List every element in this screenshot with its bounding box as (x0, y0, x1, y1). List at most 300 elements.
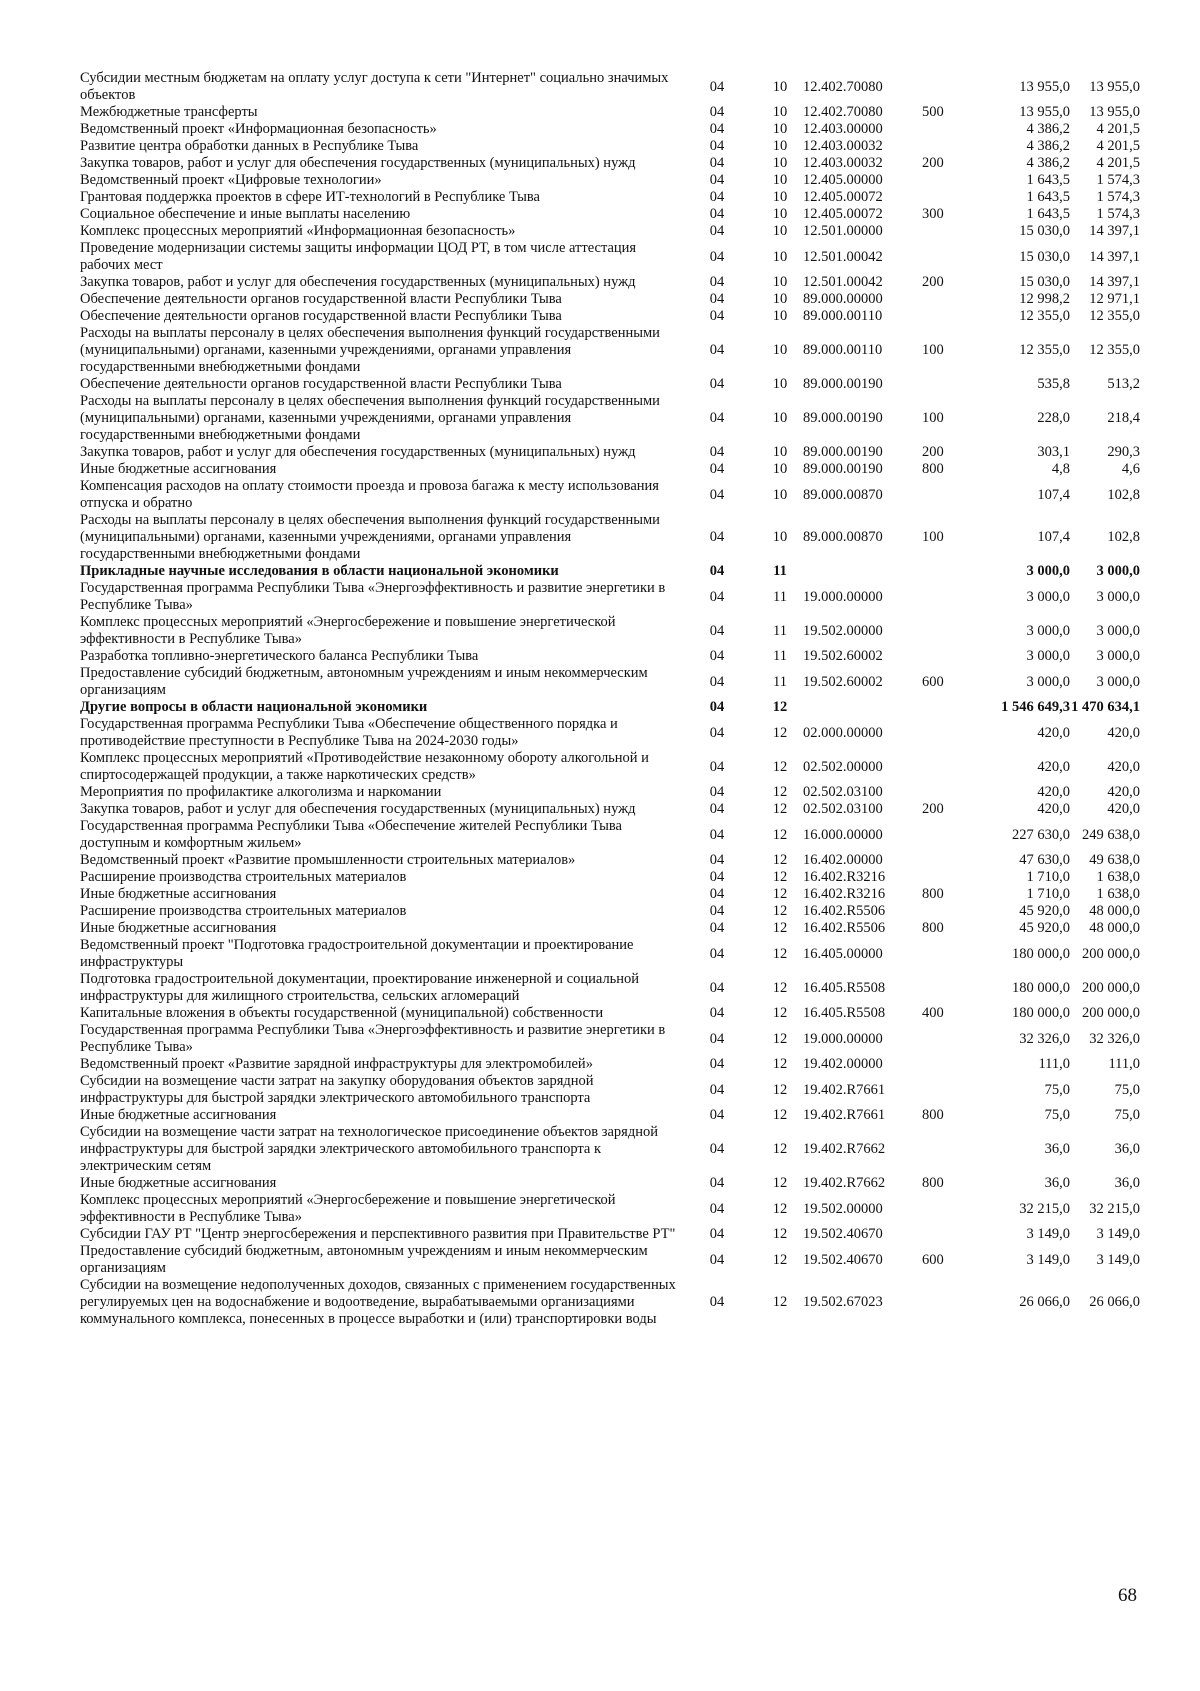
row-target-article-code: 89.000.00000 (803, 291, 883, 307)
row-section-code: 04 (709, 724, 725, 741)
row-expense-type-code (922, 172, 966, 189)
row-expense-type-code (922, 1226, 966, 1243)
row-subsection-code: 10 (772, 461, 788, 477)
row-subsection-code: 10 (772, 223, 788, 239)
row-subsection-code: 10 (772, 121, 788, 137)
row-expense-type-code (922, 937, 966, 971)
row-subsection-code: 10 (772, 189, 788, 205)
row-expense-type-code (922, 699, 966, 716)
row-section-code: 04 (709, 461, 725, 477)
row-name: Компенсация расходов на оплату стоимости проезда и провоза багажа к месту использования отпуска и обратно (80, 478, 659, 511)
row-target-article-code: 16.000.00000 (803, 826, 883, 843)
table-row (80, 1124, 1140, 1175)
row-name: Субсидии местным бюджетам на оплату услуг доступа к сети "Интернет" социально значимых объектов (80, 70, 669, 103)
table-row (80, 393, 1140, 444)
table-row (80, 614, 1140, 648)
row-subsection-code: 12 (772, 758, 788, 775)
row-expense-type-code (922, 189, 966, 206)
row-expense-type-code: 200 (922, 274, 944, 290)
row-amount-year-1: 13 955,0 (1019, 104, 1070, 120)
row-expense-type-code (922, 478, 966, 512)
row-amount-year-2: 420,0 (1107, 784, 1140, 800)
row-expense-type-code: 100 (922, 410, 944, 426)
table-row (80, 869, 1140, 886)
row-amount-year-1: 1 643,5 (1026, 189, 1070, 205)
row-subsection-code: 12 (772, 852, 788, 868)
table-row (80, 325, 1140, 376)
row-expense-type-code (922, 971, 966, 1005)
table-row (80, 580, 1140, 614)
row-target-article-code: 16.402.00000 (803, 852, 883, 868)
row-target-article-code: 89.000.00190 (803, 376, 883, 392)
row-subsection-code: 10 (772, 104, 788, 120)
row-subsection-code: 10 (772, 274, 788, 290)
row-amount-year-1: 3 000,0 (1026, 648, 1070, 664)
row-subsection-code: 12 (772, 1141, 788, 1157)
row-section-code: 04 (709, 1056, 725, 1072)
row-name: Прикладные научные исследования в области национальной экономики (80, 563, 559, 579)
row-subsection-code: 12 (772, 826, 788, 843)
table-row (80, 852, 1140, 869)
row-target-article-code: 12.405.00000 (803, 172, 883, 188)
row-name: Иные бюджетные ассигнования (80, 886, 277, 902)
row-section-code: 04 (709, 376, 725, 392)
row-section-code: 04 (709, 486, 725, 503)
row-amount-year-2: 4 201,5 (1096, 138, 1140, 154)
row-target-article-code: 12.403.00032 (803, 155, 883, 171)
row-expense-type-code (922, 750, 966, 784)
row-subsection-code: 12 (772, 1294, 788, 1310)
row-section-code: 04 (709, 699, 725, 715)
row-section-code: 04 (709, 155, 725, 171)
row-amount-year-2: 3 149,0 (1096, 1226, 1140, 1242)
row-section-code: 04 (709, 886, 725, 902)
row-expense-type-code (922, 1056, 966, 1073)
row-section-code: 04 (709, 529, 725, 545)
row-expense-type-code: 200 (922, 801, 944, 817)
row-target-article-code (803, 563, 922, 580)
table-row (80, 376, 1140, 393)
row-amount-year-2: 290,3 (1107, 444, 1140, 460)
row-amount-year-1: 227 630,0 (1012, 826, 1070, 843)
row-expense-type-code (922, 138, 966, 155)
row-name: Закупка товаров, работ и услуг для обеспечения государственных (муниципальных) нужд (80, 155, 636, 171)
row-expense-type-code: 400 (922, 1005, 944, 1021)
row-amount-year-2: 102,8 (1107, 529, 1140, 545)
row-name: Субсидии на возмещение недополученных доходов, связанных с применением государственных регулируемых цен на водоснабжение и водоотведение, вырабатываемыми организациями коммунального комплекса, понесенных в процессе выработки и (или) транспортировки воды (80, 1277, 676, 1327)
row-target-article-code: 12.405.00072 (803, 189, 883, 205)
table-row (80, 716, 1140, 750)
row-amount-year-1: 13 955,0 (1019, 78, 1070, 95)
row-expense-type-code (922, 376, 966, 393)
row-subsection-code: 12 (772, 1200, 788, 1217)
row-section-code: 04 (709, 852, 725, 868)
row-name: Субсидии ГАУ РТ "Центр энергосбережения и перспективного развития при Правительстве РТ" (80, 1226, 676, 1242)
row-target-article-code: 16.402.R3216 (803, 886, 886, 902)
row-name: Обеспечение деятельности органов государственной власти Республики Тыва (80, 376, 562, 392)
row-target-article-code: 12.501.00042 (803, 274, 883, 290)
row-section-code: 04 (709, 1005, 725, 1021)
row-amount-year-2: 1 638,0 (1096, 869, 1140, 885)
row-amount-year-1: 3 000,0 (1026, 673, 1070, 690)
row-section-code: 04 (709, 1107, 725, 1123)
table-row (80, 750, 1140, 784)
row-name: Обеспечение деятельности органов государственной власти Республики Тыва (80, 308, 562, 324)
row-amount-year-2: 12 355,0 (1089, 342, 1140, 358)
row-subsection-code: 12 (772, 1226, 788, 1242)
table-row (80, 801, 1140, 818)
table-row (80, 70, 1140, 104)
row-name: Разработка топливно-энергетического баланса Республики Тыва (80, 648, 479, 664)
row-expense-type-code (922, 1022, 966, 1056)
row-amount-year-2: 420,0 (1107, 758, 1140, 775)
row-amount-year-1: 12 355,0 (1019, 342, 1070, 358)
row-name: Иные бюджетные ассигнования (80, 1107, 277, 1123)
row-section-code: 04 (709, 979, 725, 996)
row-name: Иные бюджетные ассигнования (80, 920, 277, 936)
row-target-article-code: 16.402.R5506 (803, 903, 886, 919)
row-expense-type-code (922, 784, 966, 801)
row-expense-type-code: 800 (922, 1175, 944, 1191)
row-target-article-code: 12.403.00032 (803, 138, 883, 154)
row-amount-year-2: 4 201,5 (1096, 155, 1140, 171)
row-name: Предоставление субсидий бюджетным, автономным учреждениям и иным некоммерческим организациям (80, 1243, 648, 1276)
row-target-article-code: 19.000.00000 (803, 1030, 883, 1047)
row-expense-type-code (922, 852, 966, 869)
row-subsection-code: 10 (772, 78, 788, 95)
table-row (80, 189, 1140, 206)
row-target-article-code: 19.402.00000 (803, 1056, 883, 1072)
row-expense-type-code: 800 (922, 920, 944, 936)
row-target-article-code: 89.000.00110 (803, 308, 883, 324)
table-row (80, 1056, 1140, 1073)
row-section-code: 04 (709, 673, 725, 690)
row-amount-year-2: 218,4 (1107, 410, 1140, 426)
row-subsection-code: 12 (772, 1030, 788, 1047)
row-name: Расширение производства строительных материалов (80, 903, 407, 919)
table-row (80, 240, 1140, 274)
table-row (80, 665, 1140, 699)
table-row (80, 937, 1140, 971)
row-subsection-code: 10 (772, 308, 788, 324)
row-subsection-code: 10 (772, 172, 788, 188)
row-section-code: 04 (709, 189, 725, 205)
row-name: Комплекс процессных мероприятий «Энергосбережение и повышение энергетической эффективности в Республике Тыва» (80, 614, 616, 647)
row-amount-year-1: 303,1 (1037, 444, 1070, 460)
row-amount-year-2: 3 000,0 (1096, 563, 1140, 579)
row-name: Капитальные вложения в объекты государственной (муниципальной) собственности (80, 1005, 604, 1021)
row-amount-year-1: 32 326,0 (1019, 1030, 1070, 1047)
row-subsection-code: 11 (773, 588, 787, 605)
row-subsection-code: 12 (772, 920, 788, 936)
row-amount-year-1: 36,0 (1044, 1141, 1070, 1157)
table-row (80, 104, 1140, 121)
row-section-code: 04 (709, 920, 725, 936)
row-amount-year-1: 45 920,0 (1019, 903, 1070, 919)
row-name: Закупка товаров, работ и услуг для обеспечения государственных (муниципальных) нужд (80, 801, 636, 817)
row-target-article-code: 12.405.00072 (803, 206, 883, 222)
row-name: Закупка товаров, работ и услуг для обеспечения государственных (муниципальных) нужд (80, 444, 636, 460)
row-target-article-code: 19.502.40670 (803, 1251, 883, 1268)
row-amount-year-2: 111,0 (1108, 1056, 1140, 1072)
row-amount-year-2: 13 955,0 (1089, 104, 1140, 120)
row-target-article-code: 89.000.00190 (803, 444, 883, 460)
row-subsection-code: 10 (772, 206, 788, 222)
row-amount-year-1: 420,0 (1037, 801, 1070, 817)
row-target-article-code: 19.402.R7661 (803, 1107, 886, 1123)
row-section-code: 04 (709, 758, 725, 775)
row-subsection-code: 11 (773, 648, 787, 664)
row-amount-year-1: 180 000,0 (1012, 1005, 1070, 1021)
row-amount-year-2: 3 000,0 (1096, 648, 1140, 664)
budget-table (80, 70, 1140, 1328)
row-subsection-code: 10 (772, 342, 788, 358)
row-amount-year-2: 200 000,0 (1082, 1005, 1140, 1021)
table-row (80, 1226, 1140, 1243)
row-amount-year-2: 513,2 (1107, 376, 1140, 392)
row-amount-year-1: 36,0 (1044, 1175, 1070, 1191)
row-section-code: 04 (709, 308, 725, 324)
row-amount-year-1: 107,4 (1037, 486, 1070, 503)
row-section-code: 04 (709, 444, 725, 460)
row-target-article-code: 12.501.00000 (803, 223, 883, 239)
row-amount-year-2: 26 066,0 (1089, 1294, 1140, 1310)
row-target-article-code: 19.502.00000 (803, 1200, 883, 1217)
row-amount-year-1: 3 000,0 (1026, 588, 1070, 605)
row-name: Развитие центра обработки данных в Республике Тыва (80, 138, 419, 154)
row-subsection-code: 10 (772, 529, 788, 545)
row-expense-type-code: 200 (922, 444, 944, 460)
row-target-article-code: 19.402.R7661 (803, 1081, 886, 1098)
row-expense-type-code: 200 (922, 155, 944, 171)
table-row (80, 155, 1140, 172)
row-section-code: 04 (709, 903, 725, 919)
row-amount-year-1: 4 386,2 (1026, 121, 1070, 137)
row-subsection-code: 10 (772, 376, 788, 392)
table-row (80, 121, 1140, 138)
row-section-code: 04 (709, 248, 725, 265)
table-row (80, 1243, 1140, 1277)
row-subsection-code: 12 (772, 1107, 788, 1123)
row-amount-year-1: 45 920,0 (1019, 920, 1070, 936)
row-target-article-code: 16.405.00000 (803, 945, 883, 962)
row-section-code: 04 (709, 1030, 725, 1047)
row-expense-type-code (922, 563, 966, 580)
row-subsection-code: 12 (772, 724, 788, 741)
row-section-code: 04 (709, 121, 725, 137)
row-name: Проведение модернизации системы защиты информации ЦОД РТ, в том числе аттестация рабочих мест (80, 240, 637, 273)
row-expense-type-code (922, 580, 966, 614)
row-name: Подготовка градостроительной документации, проектирование инженерной и социальной инфраструктуры для жилищного строительства, сельских агломераций (80, 971, 640, 1004)
row-amount-year-1: 420,0 (1037, 784, 1070, 800)
row-expense-type-code (922, 903, 966, 920)
row-subsection-code: 12 (772, 699, 788, 715)
row-amount-year-1: 420,0 (1037, 724, 1070, 741)
table-row (80, 223, 1140, 240)
row-amount-year-2: 3 000,0 (1096, 673, 1140, 690)
row-target-article-code: 19.402.R7662 (803, 1141, 886, 1157)
row-target-article-code: 89.000.00870 (803, 486, 883, 503)
row-amount-year-2: 48 000,0 (1089, 903, 1140, 919)
row-subsection-code: 12 (772, 1175, 788, 1191)
row-amount-year-2: 200 000,0 (1082, 979, 1140, 996)
table-row (80, 1005, 1140, 1022)
row-target-article-code: 02.000.00000 (803, 724, 883, 741)
row-subsection-code: 10 (772, 248, 788, 265)
row-amount-year-2: 3 149,0 (1096, 1251, 1140, 1268)
row-subsection-code: 10 (772, 291, 788, 307)
row-name: Иные бюджетные ассигнования (80, 461, 277, 477)
row-subsection-code: 12 (772, 945, 788, 962)
row-amount-year-2: 32 326,0 (1089, 1030, 1140, 1047)
row-subsection-code: 12 (772, 1056, 788, 1072)
row-name: Расходы на выплаты персоналу в целях обеспечения выполнения функций государственными (муниципальными) органами, казенными учреждениями, органами управления государственными внебюджетными фондами (80, 512, 660, 562)
row-amount-year-2: 75,0 (1114, 1081, 1140, 1098)
row-section-code: 04 (709, 223, 725, 239)
row-amount-year-2: 249 638,0 (1082, 826, 1140, 843)
row-target-article-code: 16.402.R3216 (803, 869, 886, 885)
row-subsection-code: 12 (772, 1251, 788, 1268)
row-section-code: 04 (709, 1200, 725, 1217)
row-name: Предоставление субсидий бюджетным, автономным учреждениям и иным некоммерческим организациям (80, 665, 648, 698)
row-name: Закупка товаров, работ и услуг для обеспечения государственных (муниципальных) нужд (80, 274, 636, 290)
row-target-article-code: 12.501.00042 (803, 248, 883, 265)
row-section-code: 04 (709, 648, 725, 664)
row-amount-year-1: 75,0 (1044, 1107, 1070, 1123)
table-row (80, 886, 1140, 903)
row-amount-year-1: 15 030,0 (1019, 248, 1070, 265)
row-amount-year-1: 1 643,5 (1026, 172, 1070, 188)
row-subsection-code: 12 (772, 869, 788, 885)
row-target-article-code: 02.502.03100 (803, 801, 883, 817)
row-amount-year-2: 1 470 634,1 (1071, 699, 1140, 715)
row-name: Ведомственный проект "Подготовка градостроительной документации и проектирование инфраструктуры (80, 937, 634, 970)
row-amount-year-1: 3 000,0 (1026, 622, 1070, 639)
row-amount-year-2: 13 955,0 (1089, 78, 1140, 95)
budget-table-body (80, 70, 1140, 1328)
table-row (80, 903, 1140, 920)
row-amount-year-2: 1 574,3 (1096, 189, 1140, 205)
row-amount-year-1: 228,0 (1037, 410, 1070, 426)
row-subsection-code: 12 (772, 1005, 788, 1021)
row-amount-year-2: 12 971,1 (1089, 291, 1140, 307)
row-amount-year-1: 1 546 649,3 (1001, 699, 1070, 715)
row-subsection-code: 10 (772, 486, 788, 503)
table-row (80, 444, 1140, 461)
row-amount-year-1: 15 030,0 (1019, 274, 1070, 290)
row-amount-year-1: 420,0 (1037, 758, 1070, 775)
row-amount-year-1: 535,8 (1037, 376, 1070, 392)
row-amount-year-2: 102,8 (1107, 486, 1140, 503)
row-name: Другие вопросы в области национальной экономики (80, 699, 428, 715)
row-target-article-code: 12.403.00000 (803, 121, 883, 137)
row-target-article-code: 89.000.00190 (803, 461, 883, 477)
row-amount-year-2: 1 574,3 (1096, 172, 1140, 188)
row-amount-year-2: 48 000,0 (1089, 920, 1140, 936)
row-expense-type-code: 600 (922, 1251, 944, 1268)
row-expense-type-code: 600 (922, 673, 944, 690)
table-row (80, 971, 1140, 1005)
row-amount-year-1: 180 000,0 (1012, 979, 1070, 996)
row-expense-type-code: 100 (922, 529, 944, 545)
row-amount-year-2: 75,0 (1114, 1107, 1140, 1123)
row-amount-year-2: 420,0 (1107, 724, 1140, 741)
row-name: Государственная программа Республики Тыва «Энергоэффективность и развитие энергетики в Республике Тыва» (80, 1022, 666, 1055)
row-subsection-code: 10 (772, 155, 788, 171)
table-row (80, 1277, 1140, 1328)
row-section-code: 04 (709, 1294, 725, 1310)
row-expense-type-code (922, 1277, 966, 1328)
table-row (80, 138, 1140, 155)
row-name: Комплекс процессных мероприятий «Противодействие незаконному обороту алкогольной и спиртосодержащей продукции, а также наркотических средств» (80, 750, 649, 783)
row-target-article-code: 89.000.00870 (803, 529, 883, 545)
row-name: Мероприятия по профилактике алкоголизма и наркомании (80, 784, 442, 800)
row-target-article-code: 19.502.67023 (803, 1294, 883, 1310)
row-amount-year-1: 1 710,0 (1026, 886, 1070, 902)
page-number: 68 (1118, 1585, 1137, 1606)
row-expense-type-code: 800 (922, 461, 944, 477)
row-subsection-code: 10 (772, 410, 788, 426)
row-target-article-code: 19.402.R7662 (803, 1175, 886, 1191)
row-subsection-code: 12 (772, 784, 788, 800)
row-name: Субсидии на возмещение части затрат на закупку оборудования объектов зарядной инфраструктуры для быстрой зарядки электрического автомобильного транспорта (80, 1073, 594, 1106)
row-amount-year-1: 26 066,0 (1019, 1294, 1070, 1310)
row-section-code: 04 (709, 1226, 725, 1242)
row-amount-year-2: 14 397,1 (1089, 248, 1140, 265)
row-name: Ведомственный проект «Информационная безопасность» (80, 121, 437, 137)
row-target-article-code: 12.402.70080 (803, 78, 883, 95)
row-name: Ведомственный проект «Цифровые технологии» (80, 172, 382, 188)
row-section-code: 04 (709, 291, 725, 307)
row-amount-year-2: 49 638,0 (1089, 852, 1140, 868)
row-amount-year-2: 4 201,5 (1096, 121, 1140, 137)
table-row (80, 784, 1140, 801)
table-row (80, 699, 1140, 716)
row-target-article-code (803, 699, 922, 716)
row-name: Государственная программа Республики Тыва «Энергоэффективность и развитие энергетики в Республике Тыва» (80, 580, 666, 613)
row-expense-type-code (922, 70, 966, 104)
row-expense-type-code (922, 614, 966, 648)
row-subsection-code: 11 (773, 622, 787, 639)
row-amount-year-1: 47 630,0 (1019, 852, 1070, 868)
row-subsection-code: 12 (772, 903, 788, 919)
row-target-article-code: 19.502.60002 (803, 648, 883, 664)
row-target-article-code: 12.402.70080 (803, 104, 883, 120)
row-target-article-code: 19.502.00000 (803, 622, 883, 639)
row-subsection-code: 11 (773, 673, 787, 690)
row-subsection-code: 10 (772, 138, 788, 154)
row-section-code: 04 (709, 1141, 725, 1157)
row-name: Ведомственный проект «Развитие промышленности строительных материалов» (80, 852, 576, 868)
row-expense-type-code (922, 121, 966, 138)
row-name: Государственная программа Республики Тыва «Обеспечение общественного порядка и противодействие преступности в Республике Тыва на 2024-2030 годы» (80, 716, 618, 749)
row-target-article-code: 02.502.00000 (803, 758, 883, 775)
row-name: Обеспечение деятельности органов государственной власти Республики Тыва (80, 291, 562, 307)
table-row (80, 461, 1140, 478)
row-amount-year-2: 1 574,3 (1096, 206, 1140, 222)
row-section-code: 04 (709, 945, 725, 962)
row-section-code: 04 (709, 104, 725, 120)
row-name: Ведомственный проект «Развитие зарядной инфраструктуры для электромобилей» (80, 1056, 593, 1072)
row-expense-type-code (922, 240, 966, 274)
row-expense-type-code (922, 1192, 966, 1226)
row-section-code: 04 (709, 410, 725, 426)
row-amount-year-2: 36,0 (1114, 1175, 1140, 1191)
row-subsection-code: 12 (772, 801, 788, 817)
row-expense-type-code (922, 648, 966, 665)
row-target-article-code: 89.000.00110 (803, 342, 883, 358)
row-section-code: 04 (709, 1175, 725, 1191)
